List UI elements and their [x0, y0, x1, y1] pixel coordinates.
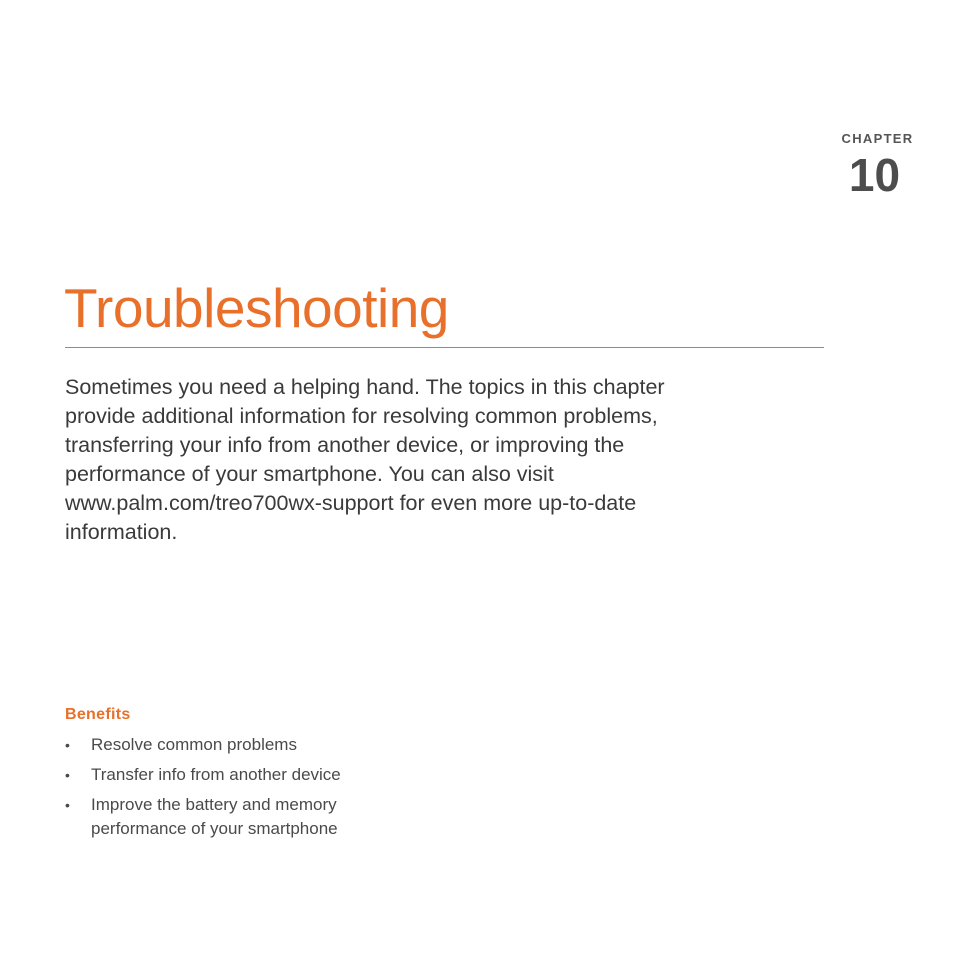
page-title: Troubleshooting: [64, 277, 449, 339]
intro-paragraph: [65, 373, 765, 547]
list-item-text: performance of your smartphone: [91, 819, 338, 838]
benefits-heading: Benefits: [65, 706, 131, 723]
list-item: [65, 763, 465, 787]
benefits-list: [65, 733, 465, 841]
bullet-icon: •: [65, 737, 70, 753]
intro-line: performance of your smartphone. You can also visit: [65, 462, 554, 486]
benefits-section: [65, 704, 465, 847]
intro-line: information.: [65, 520, 178, 544]
bullet-icon: •: [65, 797, 70, 813]
chapter-marker: [820, 131, 935, 201]
intro-line: transferring your info from another device, or improving the: [65, 433, 625, 457]
list-item-text: Transfer info from another device: [91, 765, 341, 784]
chapter-label: CHAPTER: [841, 131, 914, 146]
chapter-number: 10: [848, 149, 901, 201]
list-item-text: Improve the battery and memory: [91, 795, 337, 814]
list-item: [65, 793, 465, 841]
intro-line: www.palm.com/treo700wx-support for even more up-to-date: [65, 491, 637, 515]
bullet-icon: •: [65, 767, 70, 783]
list-item-text: Resolve common problems: [91, 735, 297, 754]
intro-line: provide additional information for resolving common problems,: [65, 404, 658, 428]
intro-line: Sometimes you need a helping hand. The topics in this chapter: [65, 375, 665, 399]
title-divider: [65, 347, 824, 348]
list-item: [65, 733, 465, 757]
